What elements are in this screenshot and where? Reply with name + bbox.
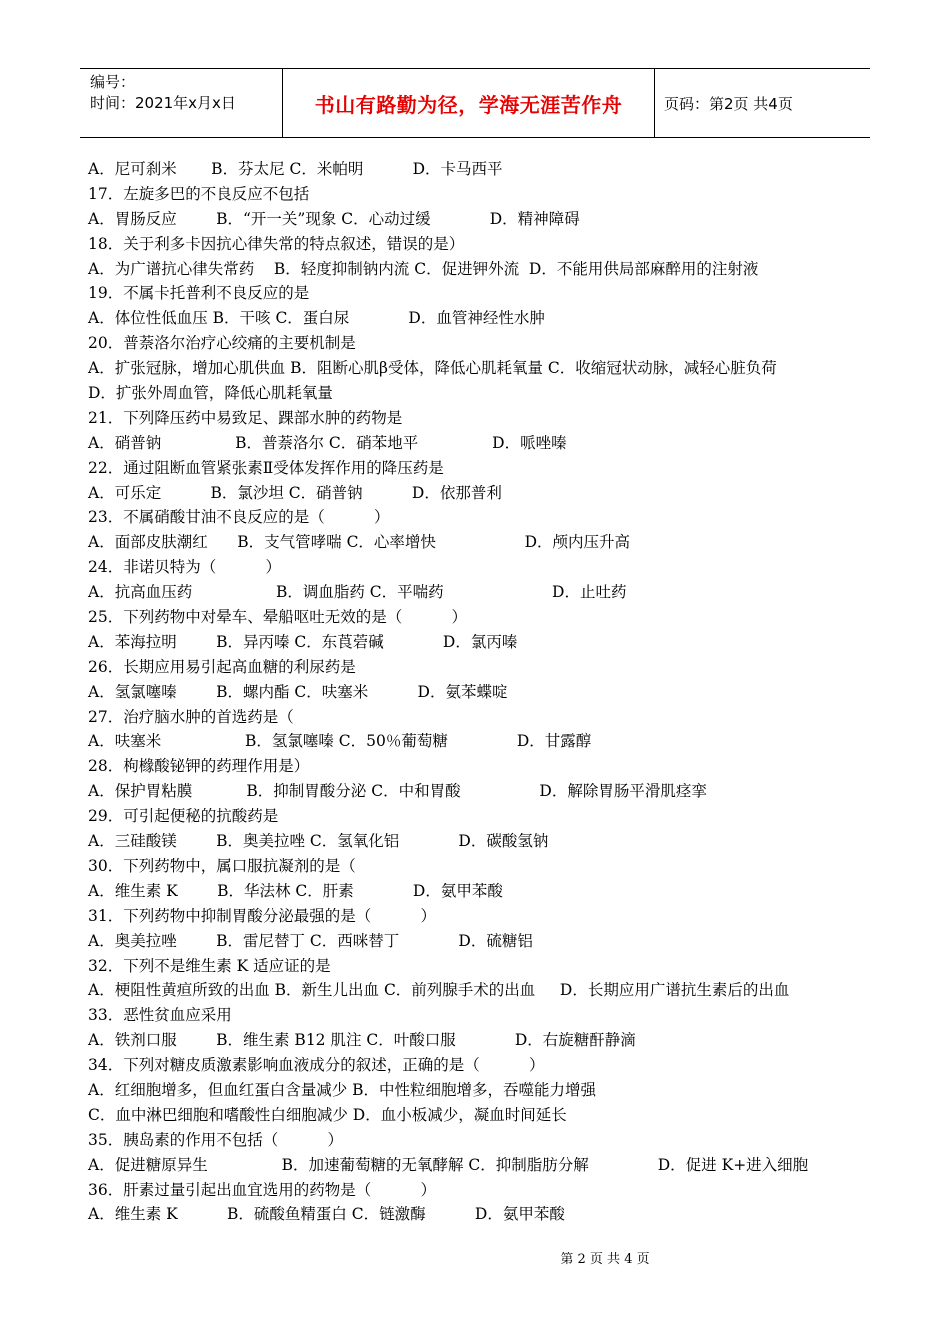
text-line: 18．关于利多卡因抗心律失常的特点叙述，错误的是） [88,234,465,253]
text-line: A．体位性低血压 B．干咳 C．蛋白尿 D．血管神经性水肿 [88,309,545,328]
text-line: 20．普萘洛尔治疗心绞痛的主要机制是 [88,334,356,353]
text-line: 36．肝素过量引起出血宜选用的药物是（ ） [88,1180,436,1199]
text-line: A．苯海拉明 B．异丙嗪 C．东莨菪碱 D．氯丙嗪 [88,632,518,651]
text-line: D．扩张外周血管，降低心肌耗氧量 [88,384,333,403]
text-line: A．三硅酸镁 B．奥美拉唑 C．氢氧化铝 D．碳酸氢钠 [88,832,549,851]
text-line: 21．下列降压药中易致足、踝部水肿的药物是 [88,408,403,427]
text-line: 19．不属卡托普利不良反应的是 [88,284,310,303]
text-line: 26．长期应用易引起高血糖的利尿药是 [88,657,356,676]
footer-page-number: 第 2 页 共 4 页 [560,1252,650,1267]
number-label: 编号： [90,73,136,91]
text-line: A．扩张冠脉，增加心肌供血 B．阻断心肌β受体，降低心肌耗氧量 C．收缩冠状动脉，减轻心脏负荷 [88,359,777,378]
header-info-cell [80,69,283,137]
text-line: 27．治疗脑水肿的首选药是（ [88,707,294,726]
text-line: 23．不属硝酸甘油不良反应的是（ ） [88,508,390,527]
text-line: 34．下列对糖皮质激素影响血液成分的叙述，正确的是（ ） [88,1056,545,1075]
text-line: A．尼可刹米 B．芬太尼 C．米帕明 D．卡马西平 [88,160,503,178]
page-footer [0,1248,950,1267]
text-line: A．红细胞增多，但血红蛋白含量减少 B．中性粒细胞增多，吞噬能力增强 [88,1080,597,1099]
text-line: A．维生素 K B．硫酸鱼精蛋白 C．链激酶 D．氨甲苯酸 [88,1205,565,1224]
text-line: 17．左旋多巴的不良反应不包括 [88,184,310,203]
page-header [80,68,870,138]
text-line: A．梗阻性黄疸所致的出血 B．新生儿出血 C．前列腺手术的出血 D．长期应用广谱抗生素后的出血 [88,981,790,1000]
text-line: A．铁剂口服 B．维生素 B12 肌注 C．叶酸口服 D．右旋糖酐静滴 [88,1031,636,1050]
text-line: A．促进糖原异生 B．加速葡萄糖的无氧酵解 C．抑制脂肪分解 D．促进 K+进入细胞 [88,1155,809,1174]
text-line: 25．下列药物中对晕车、晕船呕吐无效的是（ ） [88,608,467,627]
text-line: A．面部皮肤潮红 B．支气管哮喘 C．心率增快 D．颅内压升高 [88,533,631,552]
text-line: 28．枸橼酸铋钾的药理作用是） [88,757,310,776]
text-line: A．保护胃粘膜 B．抑制胃酸分泌 C．中和胃酸 D．解除胃肠平滑肌痉挛 [88,782,707,801]
text-line: A．为广谱抗心律失常药 B．轻度抑制钠内流 C．促进钾外流 D．不能用供局部麻醉用的注射液 [88,259,759,278]
text-line: A．呋塞米 B．氢氯噻嗪 C．50％葡萄糖 D．甘露醇 [88,732,592,751]
text-line: A．抗高血压药 B．调血脂药 C．平喘药 D．止吐药 [88,583,627,602]
text-line: C．血中淋巴细胞和嗜酸性白细胞减少 D．血小板减少，凝血时间延长 [88,1105,567,1124]
text-line: 35．胰岛素的作用不包括（ ） [88,1130,343,1149]
text-line: 32．下列不是维生素 K 适应证的是 [88,956,331,975]
text-line: A．硝普钠 B．普萘洛尔 C．硝苯地平 D．哌唑嗪 [88,433,567,452]
text-line: 22．通过阻断血管紧张素Ⅱ受体发挥作用的降压药是 [88,458,444,477]
text-line: 29．可引起便秘的抗酸药是 [88,807,279,826]
text-line: 33．恶性贫血应采用 [88,1006,232,1025]
text-line: 30．下列药物中，属口服抗凝剂的是（ [88,856,356,875]
text-line: A．奥美拉唑 B．雷尼替丁 C．西咪替丁 D．硫糖铝 [88,931,533,950]
text-line: A．氢氯噻嗪 B．螺内酯 C．呋塞米 D．氨苯蝶啶 [88,682,508,701]
text-line: 24．非诺贝特为（ ） [88,558,281,577]
time-label: 时间：2021年x月x日 [90,94,236,112]
text-line: A．可乐定 B．氯沙坦 C．硝普钠 D．依那普利 [88,483,502,502]
motto: 书山有路勤为径，学海无涯苦作舟 [283,69,655,137]
page-label: 页码：第2页 共4页 [664,94,793,113]
text-line: A．胃肠反应 B．“开一关”现象 C．心动过缓 D．精神障碍 [88,209,580,228]
text-line: A．维生素 K B．华法林 C．肝素 D．氨甲苯酸 [88,881,503,900]
document-body [88,157,858,1227]
text-line: 31．下列药物中抑制胃酸分泌最强的是（ ） [88,906,436,925]
